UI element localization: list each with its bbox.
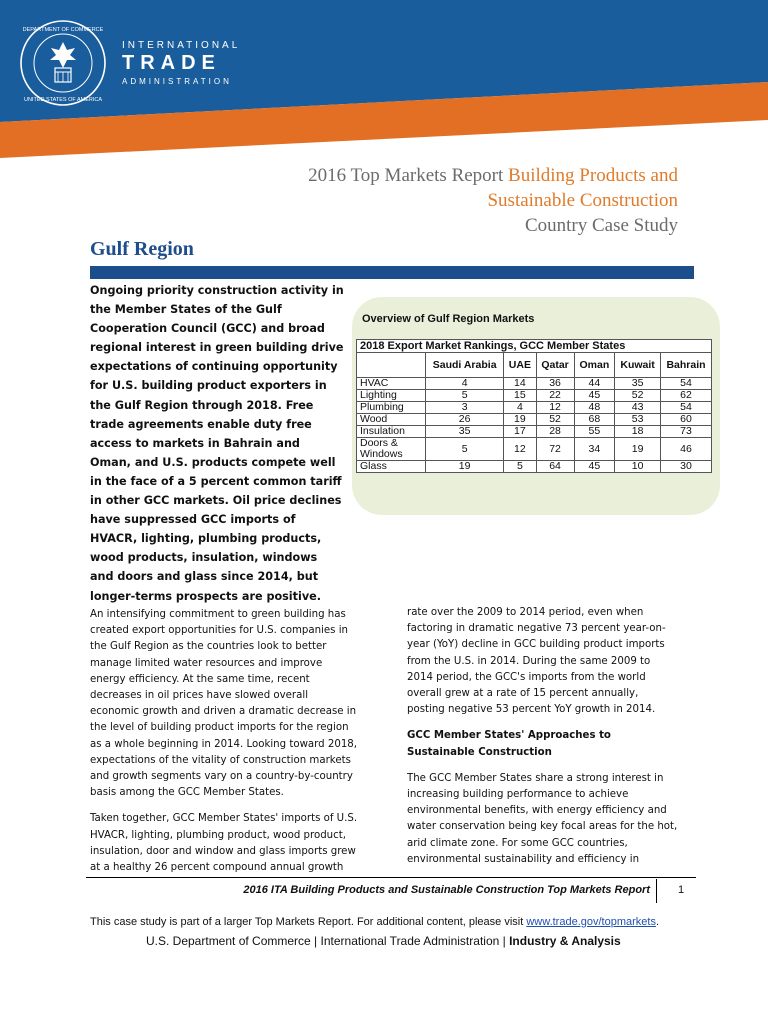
table-cell: 52	[615, 390, 661, 402]
topmarkets-link[interactable]: www.trade.gov/topmarkets	[526, 916, 656, 928]
header-qatar: Qatar	[536, 353, 574, 378]
footer-note-suffix: .	[655, 916, 660, 928]
agency-line-trade: TRADE	[122, 52, 221, 74]
page-number: 1	[678, 884, 685, 896]
header-oman: Oman	[574, 353, 615, 378]
market-rankings-table	[356, 339, 712, 473]
table-cell: 45	[574, 461, 615, 473]
body-paragraph: An intensifying commitment to green building has created export opportunities for U.S. companies in the Gulf Region as the countries look to better manage limited water resources and improve energy efficiency. At the same time, recent decreases in oil prices have slowed overall economic growth and driven a dramatic decrease in the level of building product imports for the region as a whole beginning in 2014. Looking toward 2018, expectations of the vitality of construction markets and growth segments vary on a country-by-country basis among the GCC Member States.	[90, 609, 358, 799]
body-paragraph: rate over the 2009 to 2014 period, even when factoring in dramatic negative 73 percent year-on-year (YoY) decline in GCC building product imports from the U.S. in 2014. During the same 2009 to 2014 period, the GCC's imports from the world overall grew at a rate of 15 percent annually, posting negative 53 percent YoY growth in 2014.	[407, 607, 666, 716]
table-header-row	[357, 353, 712, 378]
header-bahrain: Bahrain	[661, 353, 712, 378]
footer-separator	[656, 879, 657, 903]
footer-note-text: This case study is part of a larger Top Markets Report. For additional content, please visit	[90, 916, 527, 928]
banner-graphic	[0, 0, 768, 160]
row-label: Lighting	[357, 390, 426, 402]
table-cell: 54	[661, 402, 712, 414]
table-cell: 46	[661, 438, 712, 461]
footer-org-commerce: U.S. Department of Commerce	[146, 934, 311, 948]
section-divider	[90, 266, 694, 279]
header-banner	[0, 0, 768, 160]
header-kuwait: Kuwait	[615, 353, 661, 378]
agency-line-international: INTERNATIONAL	[122, 40, 241, 51]
table-cell: 48	[574, 402, 615, 414]
table-cell: 54	[661, 378, 712, 390]
footer-org-industry: Industry & Analysis	[509, 934, 621, 948]
table-row	[357, 414, 712, 426]
intro-summary: Ongoing priority construction activity in the Member States of the Gulf Cooperation Council (GCC) and broad regional interest in green building drive expectations of continuing opportunity for U.S. building product exporters in the Gulf Region through 2018. Free trade agreements enable duty free access to markets in Bahrain and Oman, and U.S. products compete well in the face of a 5 percent common tariff in other GCC markets. Oil price declines have suppressed GCC imports of HVACR, lighting, plumbing products, wood products, insulation, windows and doors and glass since 2014, but longer-terms prospects are positive.	[90, 284, 344, 603]
table-cell: 10	[615, 461, 661, 473]
row-label: Plumbing	[357, 402, 426, 414]
table-cell: 28	[536, 426, 574, 438]
table-cell: 4	[426, 378, 504, 390]
footer-note	[90, 916, 690, 928]
header-saudi-arabia: Saudi Arabia	[426, 353, 504, 378]
table-cell: 43	[615, 402, 661, 414]
table-cell: 5	[504, 461, 536, 473]
table-cell: 19	[504, 414, 536, 426]
table-row	[357, 390, 712, 402]
table-row	[357, 402, 712, 414]
table-cell: 17	[504, 426, 536, 438]
table-cell: 68	[574, 414, 615, 426]
agency-line-administration: ADMINISTRATION	[122, 77, 232, 86]
table-cell: 60	[661, 414, 712, 426]
table-cell: 30	[661, 461, 712, 473]
body-paragraph: Taken together, GCC Member States' imports of U.S. HVACR, lighting, plumbing product, wood product, insulation, door and window and glass imports grew at a healthy 26 percent compound annual growth	[90, 813, 358, 874]
table-cell: 12	[536, 402, 574, 414]
table-cell: 4	[504, 402, 536, 414]
table-cell: 18	[615, 426, 661, 438]
table-row	[357, 426, 712, 438]
table-cell: 73	[661, 426, 712, 438]
table-cell: 35	[426, 426, 504, 438]
body-column-right	[407, 605, 679, 878]
table-row	[357, 461, 712, 473]
department-of-commerce-seal-icon	[20, 20, 106, 106]
row-label: Insulation	[357, 426, 426, 438]
footer-report-title: 2016 ITA Building Products and Sustainable Construction Top Markets Report	[243, 884, 650, 896]
table-cell: 35	[615, 378, 661, 390]
table-cell: 45	[574, 390, 615, 402]
table-cell: 12	[504, 438, 536, 461]
table-cell: 72	[536, 438, 574, 461]
title-subtitle: Country Case Study	[524, 215, 678, 236]
footer-organization: U.S. Department of Commerce | International Trade Administration | Industry & Analysis	[146, 934, 621, 948]
row-label: HVAC	[357, 378, 426, 390]
table-cell: 3	[426, 402, 504, 414]
body-paragraph: The GCC Member States share a strong interest in increasing building performance to achieve environmental benefits, with energy efficiency and water conservation being key focal areas for the hot, arid climate zone. For some GCC countries, environmental sustainability and efficiency in	[407, 772, 678, 865]
table-caption: 2018 Export Market Rankings, GCC Member States	[357, 340, 712, 353]
table-cell: 26	[426, 414, 504, 426]
table-cell: 5	[426, 438, 504, 461]
seal-text-top: DEPARTMENT OF COMMERCE	[22, 27, 104, 33]
table-cell: 19	[615, 438, 661, 461]
row-label: Wood	[357, 414, 426, 426]
header-uae: UAE	[504, 353, 536, 378]
panel-title: Overview of Gulf Region Markets	[362, 313, 535, 325]
row-label: Glass	[357, 461, 426, 473]
footer-org-ita: International Trade Administration	[320, 934, 500, 948]
title-prefix: 2016 Top Markets Report	[308, 165, 504, 186]
market-overview-panel	[352, 297, 720, 515]
title-highlight-line1: Building Products and	[508, 165, 678, 186]
table-cell: 34	[574, 438, 615, 461]
table-cell: 19	[426, 461, 504, 473]
table-row	[357, 378, 712, 390]
table-cell: 36	[536, 378, 574, 390]
table-cell: 15	[504, 390, 536, 402]
table-cell: 5	[426, 390, 504, 402]
table-cell: 52	[536, 414, 574, 426]
table-cell: 22	[536, 390, 574, 402]
footer-divider	[86, 877, 696, 878]
seal-text-bottom: UNITED STATES OF AMERICA	[23, 97, 103, 103]
row-label: Doors & Windows	[357, 438, 426, 461]
title-highlight-line2: Sustainable Construction	[487, 190, 678, 211]
table-cell: 55	[574, 426, 615, 438]
agency-wordmark	[122, 40, 240, 86]
region-title: Gulf Region	[90, 238, 194, 260]
header-blank	[357, 353, 426, 378]
table-cell: 14	[504, 378, 536, 390]
body-column-left	[90, 607, 360, 886]
table-cell: 64	[536, 461, 574, 473]
report-title	[308, 163, 678, 238]
table-cell: 53	[615, 414, 661, 426]
table-cell: 62	[661, 390, 712, 402]
section-heading: GCC Member States' Approaches to Sustainable Construction	[407, 730, 611, 758]
table-cell: 44	[574, 378, 615, 390]
table-row	[357, 438, 712, 461]
